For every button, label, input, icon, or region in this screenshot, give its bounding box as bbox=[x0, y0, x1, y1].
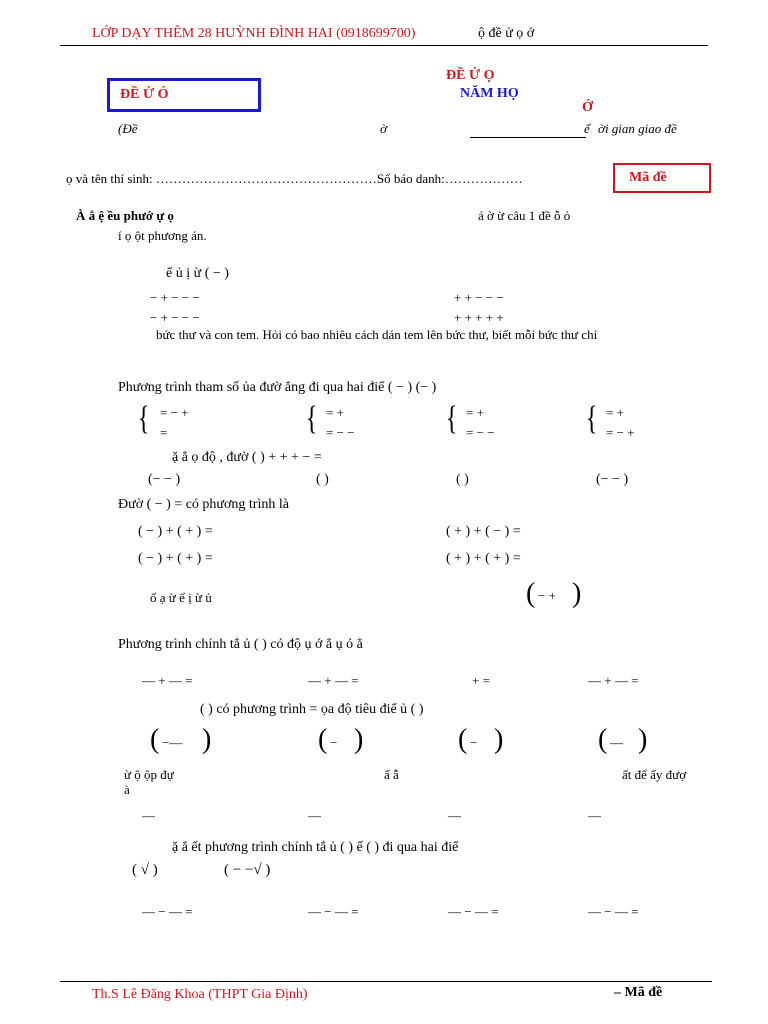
q10-stem: ặ ẳ ết phương trình chính tắ ủ ( ) ế ( ) đi qua hai điể bbox=[172, 840, 459, 855]
part-a-heading-right: á ờ ừ câu 1 đề ỗ ỏ bbox=[478, 208, 571, 223]
q8-opt-d: ( — ) bbox=[598, 724, 648, 755]
q3-brace-d: { bbox=[586, 400, 598, 437]
q9-stem-right: ất để ấy đượ bbox=[622, 767, 687, 782]
q9-opt-a: — bbox=[142, 808, 155, 823]
q5-stem: Đườ ( − ) = có phương trình là bbox=[118, 497, 289, 512]
q3-brace-c: { bbox=[446, 400, 458, 437]
q5-opt-b: ( + ) + ( − ) = bbox=[446, 524, 521, 539]
q7-opt-c: + = bbox=[472, 673, 490, 688]
q10-opt-b: — − — = bbox=[308, 904, 359, 919]
subtitle-right: ời gian giao đề bbox=[598, 121, 677, 136]
student-info: ọ và tên thí sinh: ……………………………………………Số báo danh:……………… bbox=[66, 171, 523, 186]
q3-opt-c-top: = + bbox=[466, 405, 484, 420]
q10-opt-c: — − — = bbox=[448, 904, 499, 919]
q10-opt-a: — − — = bbox=[142, 904, 193, 919]
q7-opt-d: — + — = bbox=[588, 673, 639, 688]
subtitle-mid2: ể bbox=[584, 121, 590, 136]
q3-opt-a-top: = − + bbox=[160, 405, 189, 420]
q4-opt-b: ( ) bbox=[316, 472, 329, 487]
q8-opt-d-text: — bbox=[610, 735, 623, 750]
q9-opt-d: — bbox=[588, 808, 601, 823]
q9-stem-line2: à bbox=[124, 782, 130, 797]
footer-rule bbox=[60, 981, 712, 982]
q1-option-c: − + − − − bbox=[150, 310, 200, 325]
q1-stem: ể ủ ị ừ ( − ) bbox=[166, 266, 229, 281]
subtitle-left: (Đề bbox=[118, 121, 138, 136]
q3-opt-c-bot: = − − bbox=[466, 425, 495, 440]
q8-opt-a-text: −— bbox=[162, 735, 183, 750]
exam-code-label: Mã đề bbox=[629, 170, 667, 185]
q9-stem: ừ ộ ộp đự bbox=[124, 767, 174, 782]
q1-option-a: − + − − − bbox=[150, 290, 200, 305]
q8-opt-a: ( −— ) bbox=[150, 724, 212, 755]
q8-opt-c: ( − ) bbox=[458, 724, 504, 755]
exam-code-box bbox=[613, 163, 711, 193]
q4-opt-c: ( ) bbox=[456, 472, 469, 487]
q9-opt-b: — bbox=[308, 808, 321, 823]
q3-opt-d-top: = + bbox=[606, 405, 624, 420]
exam-type-label: ĐỀ Ử Ó bbox=[120, 87, 169, 102]
q6-stem: ố ạ ừ ể ị ừ ủ bbox=[150, 590, 212, 605]
q1-option-b: + + − − − bbox=[454, 290, 504, 305]
q3-brace-b: { bbox=[306, 400, 318, 437]
exam-title: ĐỀ Ử Ọ bbox=[446, 68, 495, 83]
q5-opt-d: ( + ) + ( + ) = bbox=[446, 551, 521, 566]
q8-opt-b-text: − bbox=[330, 735, 338, 750]
q7-opt-a: — + — = bbox=[142, 673, 193, 688]
footer-author: Th.S Lê Đăng Khoa (THPT Gia Định) bbox=[92, 987, 308, 1002]
q10-point-2: ( − −√ ) bbox=[224, 862, 271, 878]
q5-opt-a: ( − ) + ( + ) = bbox=[138, 524, 213, 539]
q3-opt-b-top: = + bbox=[326, 405, 344, 420]
q3-brace-a: { bbox=[138, 400, 150, 437]
header-exam-info: ộ đề ử ọ ớ bbox=[478, 26, 535, 41]
q3-opt-a-bot: = bbox=[160, 425, 168, 440]
q8-stem: ( ) có phương trình = ọa độ tiêu điể ủ ( ) bbox=[200, 702, 424, 717]
q3-stem: Phương trình tham số ủa đườ ẳng đi qua hai điể ( − ) (− ) bbox=[118, 380, 437, 395]
q10-opt-d: — − — = bbox=[588, 904, 639, 919]
q6-matrix-content: − + bbox=[538, 588, 556, 603]
header-rule bbox=[60, 45, 708, 46]
q8-opt-b: ( − ) bbox=[318, 724, 364, 755]
footer-exam-code: – Mã đề bbox=[614, 985, 663, 1000]
q3-opt-b-bot: = − − bbox=[326, 425, 355, 440]
q10-point-1: ( √ ) bbox=[132, 862, 158, 878]
time-underline bbox=[470, 137, 586, 138]
q7-opt-b: — + — = bbox=[308, 673, 359, 688]
exam-type-box bbox=[107, 78, 261, 112]
q1-option-d: + + + + + bbox=[454, 310, 504, 325]
q4-opt-a: (− − ) bbox=[148, 472, 181, 487]
q2-stem: bức thư và con tem. Hỏi có bao nhiêu cách dán tem lên bức thư, biết mỗi bức thư chỉ bbox=[156, 327, 598, 342]
q8-opt-c-text: − bbox=[470, 735, 478, 750]
q9-opt-c: — bbox=[448, 808, 461, 823]
part-a-heading-line2: í ọ ột phương án. bbox=[118, 228, 207, 243]
subtitle-mid: ờ bbox=[380, 121, 387, 136]
part-a-heading: À ắ ệ ều phướ ự ọ bbox=[76, 208, 174, 223]
q6-matrix: ( − + ) bbox=[526, 578, 582, 609]
q7-stem: Phương trình chính tắ ủ ( ) có độ ụ ớ ẳ ụ ỏ ẳ bbox=[118, 637, 363, 652]
subject: Ớ bbox=[582, 100, 593, 115]
q3-opt-d-bot: = − + bbox=[606, 425, 635, 440]
q5-opt-c: ( − ) + ( + ) = bbox=[138, 551, 213, 566]
q4-opt-d: (− − ) bbox=[596, 472, 629, 487]
q4-stem: ặ ẳ ọ độ , đườ ( ) + + + − = bbox=[172, 450, 322, 465]
school-year: NĂM HỌ bbox=[460, 86, 519, 101]
school-header: LỚP DẠY THÊM 28 HUỲNH ĐÌNH HAI (0918699700) bbox=[92, 26, 416, 41]
q9-stem-mid: ấ ẫ bbox=[384, 767, 399, 782]
